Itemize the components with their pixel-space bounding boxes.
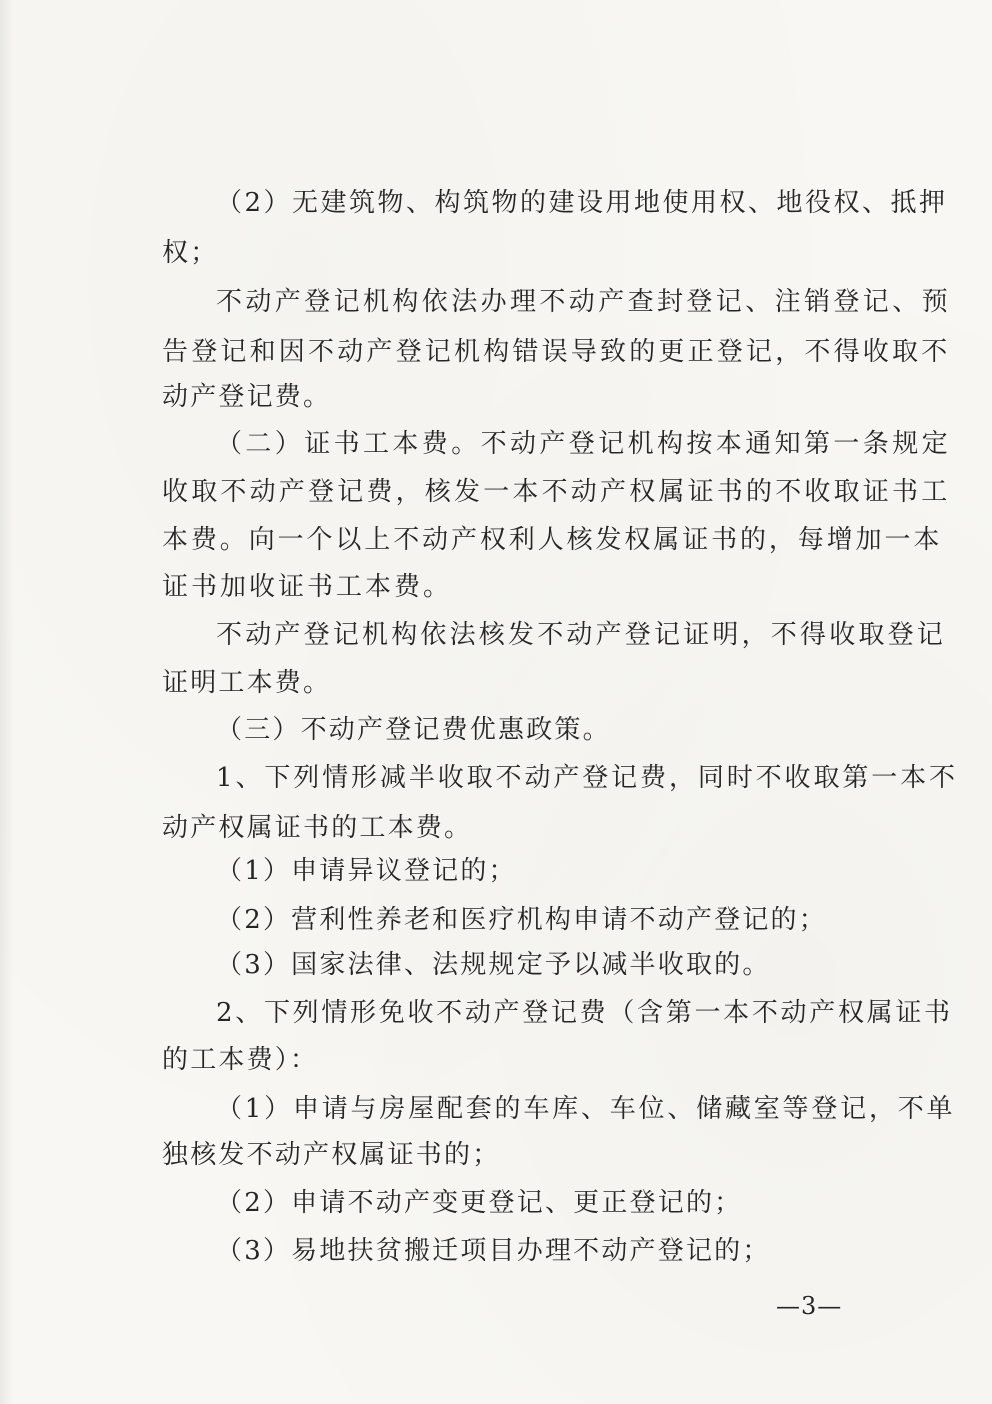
text-line: 本费。向一个以上不动产权利人核发权属证书的，每增加一本 bbox=[162, 525, 943, 555]
text-line: 告登记和因不动产登记机构错误导致的更正登记，不得收取不 bbox=[162, 337, 951, 367]
list-item: （1）申请与房屋配套的车库、车位、储藏室等登记，不单 bbox=[216, 1094, 956, 1124]
list-item: （3）国家法律、法规规定予以减半收取的。 bbox=[216, 950, 771, 980]
list-item: 1、下列情形减半收取不动产登记费，同时不收取第一本不 bbox=[216, 763, 958, 793]
list-item: （2）营利性养老和医疗机构申请不动产登记的； bbox=[216, 905, 827, 935]
list-item: （1）申请异议登记的； bbox=[216, 856, 517, 886]
scan-edge-shadow bbox=[0, 0, 14, 1404]
page-number: —3— bbox=[776, 1292, 843, 1320]
text-line: 权； bbox=[162, 238, 219, 268]
text-line: （2）无建筑物、构筑物的建设用地使用权、地役权、抵押 bbox=[216, 188, 948, 218]
list-item: 2、下列情形免收不动产登记费（含第一本不动产权属证书 bbox=[216, 998, 953, 1028]
text-line: 不动产登记机构依法办理不动产查封登记、注销登记、预 bbox=[216, 287, 952, 317]
section-heading: （二）证书工本费。不动产登记机构按本通知第一条规定 bbox=[216, 429, 952, 459]
list-item: （3）易地扶贫搬迁项目办理不动产登记的； bbox=[216, 1236, 771, 1266]
text-line: 动产权属证书的工本费。 bbox=[162, 813, 473, 843]
text-line: 不动产登记机构依法核发不动产登记证明，不得收取登记 bbox=[216, 620, 947, 650]
list-item: （2）申请不动产变更登记、更正登记的； bbox=[216, 1188, 743, 1218]
text-line: 证明工本费。 bbox=[162, 668, 332, 698]
text-line: 动产登记费。 bbox=[162, 382, 332, 412]
text-line: 的工本费）： bbox=[162, 1045, 319, 1075]
section-heading: （三）不动产登记费优惠政策。 bbox=[216, 715, 611, 745]
text-line: 证书加收证书工本费。 bbox=[162, 572, 453, 602]
text-line: 收取不动产登记费，核发一本不动产权属证书的不收取证书工 bbox=[162, 477, 951, 507]
text-line: 独核发不动产权属证书的； bbox=[162, 1140, 501, 1170]
